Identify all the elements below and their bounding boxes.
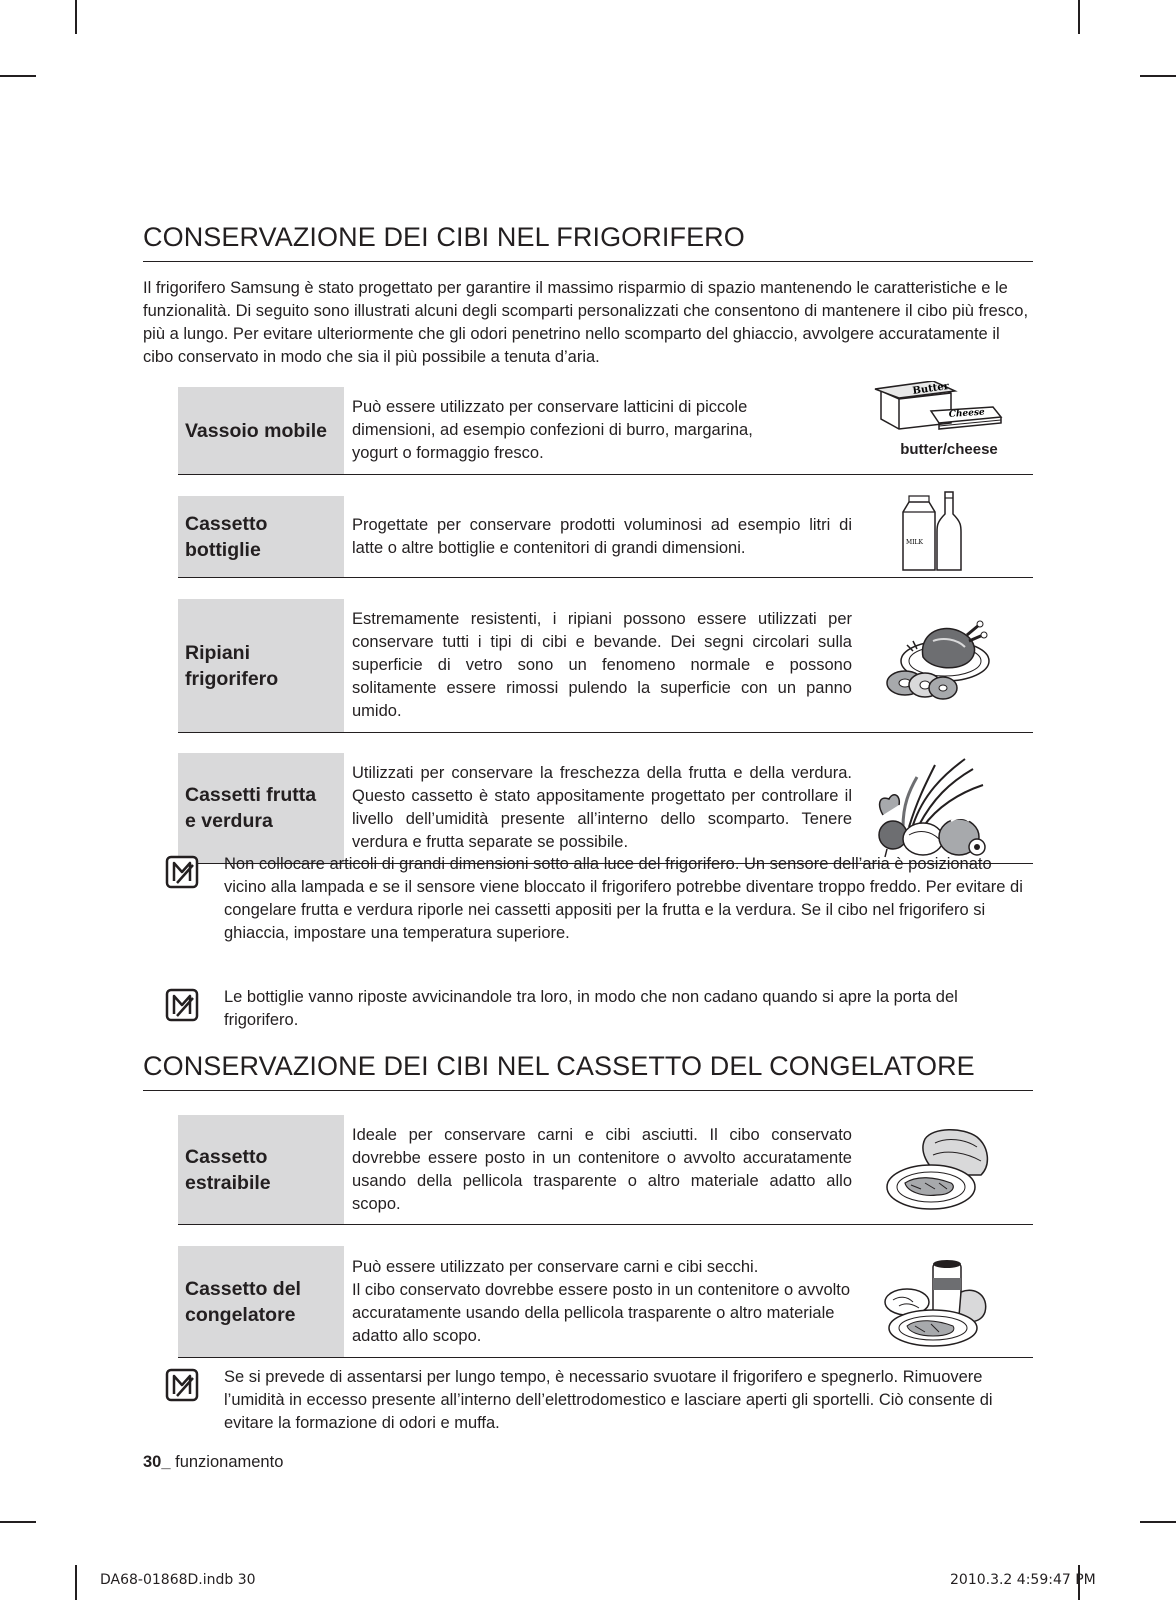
row-description-cell [352, 1115, 852, 1224]
row-image-cell [863, 496, 1033, 577]
row-description-cell [352, 496, 852, 577]
section-title-refrigerator: CONSERVAZIONE DEI CIBI NEL FRIGORIFERO [143, 222, 1033, 262]
row-description-cell [352, 599, 852, 732]
row-label: Ripiani frigorifero [185, 641, 279, 690]
note [143, 986, 1033, 1032]
row-image-cell [863, 381, 1033, 474]
row-image-cell [863, 1246, 1033, 1357]
row-description: Progettate per conservare prodotti voluminosi ad esempio litri di latte o altre bottiglie e contenitori di grandi dimensioni. [352, 515, 852, 557]
row-label: Vassoio mobile [185, 419, 327, 442]
row-label: Cassetto estraibile [185, 1145, 271, 1194]
cheese-text: Cheese [948, 407, 986, 420]
frozen-food-icon [881, 1256, 996, 1351]
slug-right: 2010.3.2 4:59:47 PM [950, 1572, 1096, 1588]
note [143, 853, 1033, 943]
section-title-freezer: CONSERVAZIONE DEI CIBI NEL CASSETTO DEL CONGELATORE [143, 1051, 1033, 1091]
page-number: 30_ [143, 1453, 171, 1471]
page-footer [143, 1453, 283, 1472]
row-description: Estremamente resistenti, i ripiani possono essere utilizzati per conservare tutti i tipi di cibi e bevande. Dei segni circolari sulla superficie di vetro sono un fenomeno normale e possono solitamente essere rimossi pulendo la superficie con un panno umido. [352, 610, 852, 720]
row-description: Può essere utilizzato per conservare carni e cibi secchi. Il cibo conservato dovrebbe essere posto in un contenitore o avvolto accuratamente usando della pellicola trasparente o altro materiale adatto allo scopo. [352, 1257, 851, 1345]
milk-bottle-icon [895, 488, 965, 573]
crop-mark [0, 1521, 36, 1523]
image-caption: butter/cheese [900, 441, 998, 458]
note [143, 1366, 1033, 1436]
row-description: Può essere utilizzato per conservare latticini di piccole dimensioni, ad esempio confezioni di burro, margarina, yogurt o formaggio fresco. [352, 398, 753, 462]
row-label: Cassetti frutta e verdura [185, 784, 317, 832]
table-row [178, 1115, 1033, 1225]
note-text: Le bottiglie vanno riposte avvicinandole tra loro, in modo che non cadano quando si apre la porta del frigorifero. [224, 988, 958, 1029]
row-description-cell [352, 387, 852, 474]
row-label-cell [178, 1246, 344, 1357]
row-label-cell [178, 599, 344, 732]
row-image-cell [863, 753, 1033, 863]
row-label-cell [178, 753, 344, 863]
slug-left: DA68-01868D.indb 30 [100, 1572, 256, 1588]
note-text: Non collocare articoli di grandi dimensioni sotto alla luce del frigorifero. Un sensore dell’aria è posizionato vicino alla lampada e se il sensore viene bloccato il frigorifero potrebbe diventare troppo freddo. Per evitare di congelare frutta e verdura riporle nei cassetti appositi per la frutta e la verdura. Se il cibo nel frigorifero si ghiaccia, impostare una temperatura superiore. [224, 855, 1023, 942]
row-label-cell [178, 1115, 344, 1224]
row-label: Cassetto bottiglie [185, 512, 268, 561]
note-icon [165, 855, 199, 889]
row-description-cell [352, 753, 852, 863]
table-row [178, 1246, 1033, 1358]
crop-mark [75, 1565, 77, 1600]
vegetables-icon [873, 755, 993, 860]
table-row [178, 496, 1033, 578]
table-row [178, 753, 1033, 864]
crop-mark [1140, 75, 1176, 77]
row-image-cell [863, 599, 1033, 732]
row-label-cell [178, 387, 344, 474]
row-label: Cassetto del congelatore [185, 1277, 301, 1326]
butter-text: Butter [911, 381, 950, 397]
row-description: Utilizzati per conservare la freschezza della frutta e della verdura. Questo cassetto è stato appositamente progettato per controllare il livello dell’umidità presente all’interno dello scomparto. Tenere verdura e frutta separate se possibile. [352, 764, 852, 851]
roast-chicken-icon [873, 611, 993, 716]
crop-mark [1140, 1521, 1176, 1523]
note-icon [165, 988, 199, 1022]
footer-section-name: funzionamento [175, 1453, 284, 1471]
table-row [178, 381, 1033, 475]
note-text: Se si prevede di assentarsi per lungo tempo, è necessario svuotare il frigorifero e spegnerlo. Rimuovere l’umidità in eccesso presente all’interno dell’elettrodomestico e lasciare aperti gli sportelli. Ciò consente di evitare la formazione di odori e muffa. [224, 1368, 993, 1432]
row-label-cell [178, 496, 344, 577]
row-description: Ideale per conservare carni e cibi asciutti. Il cibo conservato dovrebbe essere posto in un contenitore o avvolto accuratamente usando della pellicola trasparente o altro materiale adatto allo scopo. [352, 1125, 852, 1213]
intro-paragraph: Il frigorifero Samsung è stato progettato per garantire il massimo risparmio di spazio mantenendo le caratteristiche e le funzionalità. Di seguito sono illustrati alcuni degli scomparti personalizzati che consentono di mantenere il cibo più fresco, più a lungo. Per evitare ulteriormente che gli odori penetrino nello scomparto del ghiaccio, avvolgere accuratamente il cibo conservato in modo che sia il più possibile a tenuta d’aria. [143, 279, 1029, 366]
row-description-cell [352, 1246, 852, 1357]
milk-text: MILK [906, 539, 923, 546]
crop-mark [0, 75, 36, 77]
table-row [178, 599, 1033, 733]
butter-cheese-icon [873, 381, 1008, 436]
crop-mark [1078, 0, 1080, 34]
row-image-cell [863, 1115, 1033, 1224]
crop-mark [75, 0, 77, 34]
note-icon [165, 1368, 199, 1402]
wrapped-meat-plate-icon [881, 1125, 996, 1215]
